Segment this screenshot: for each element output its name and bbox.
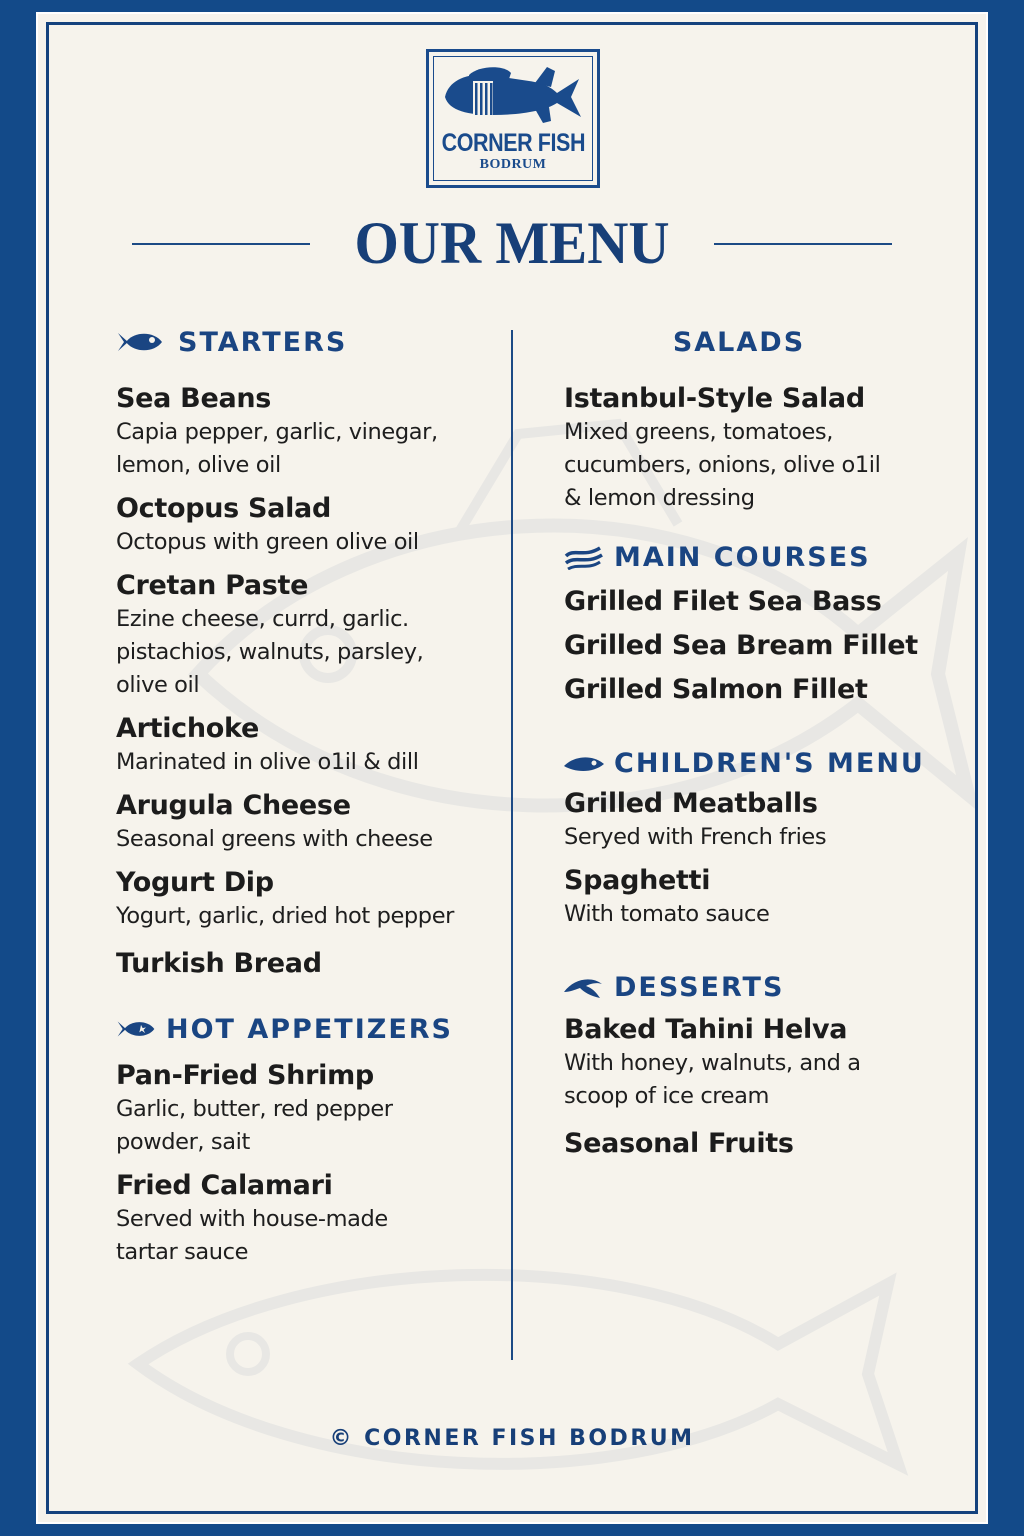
item-description: Ezine cheese, currd, garlic. bbox=[116, 606, 409, 632]
menu-item bbox=[564, 864, 944, 931]
item-description: Garlic, butter, red pepper bbox=[116, 1096, 393, 1122]
title-divider-right bbox=[714, 243, 892, 245]
menu-item bbox=[116, 712, 506, 779]
logo-city-name: BODRUM bbox=[479, 157, 547, 172]
item-description: Capia pepper, garlic, vinegar, bbox=[116, 419, 438, 445]
section-childrens-menu bbox=[564, 741, 944, 931]
item-name: Grilled Sea Bream Fillet bbox=[564, 630, 918, 661]
logo-brand-name: CORNER FISH bbox=[441, 129, 585, 157]
item-description: Yogurt, garlic, dried hot pepper bbox=[116, 903, 454, 929]
item-name: Grilled Meatballs bbox=[564, 788, 818, 819]
section-heading: CHILDREN'S MENU bbox=[564, 741, 944, 785]
leaf-wave-icon bbox=[564, 974, 604, 1000]
item-description: scoop of ice cream bbox=[564, 1083, 769, 1109]
menu-item bbox=[116, 382, 506, 482]
item-name: Baked Tahini Helva bbox=[564, 1014, 848, 1045]
item-description: lemon, olive oil bbox=[116, 452, 281, 478]
right-column bbox=[564, 320, 944, 1171]
item-name: Cretan Paste bbox=[116, 570, 309, 601]
item-name: Sea Beans bbox=[116, 383, 272, 414]
item-name: Pan-Fried Shrimp bbox=[116, 1060, 374, 1091]
item-name: Turkish Bread bbox=[116, 948, 322, 979]
item-description: With tomato sauce bbox=[564, 901, 770, 927]
section-starters bbox=[116, 320, 506, 981]
item-description: olive oil bbox=[116, 672, 200, 698]
menu-item bbox=[116, 1169, 506, 1269]
item-description: tartar sauce bbox=[116, 1239, 249, 1265]
item-name: Seasonal Fruits bbox=[564, 1128, 794, 1159]
section-heading: STARTERS bbox=[116, 320, 506, 364]
item-description: pistachios, walnuts, parsley, bbox=[116, 639, 424, 665]
item-name: Artichoke bbox=[116, 713, 259, 744]
menu-item bbox=[564, 382, 944, 515]
page-title: OUR MENU bbox=[354, 210, 670, 276]
footer-copyright: © CORNER FISH BODRUM bbox=[329, 1426, 695, 1451]
section-heading: SALADS bbox=[672, 326, 806, 358]
fish-icon bbox=[116, 329, 164, 355]
item-name: Grilled Salmon Fillet bbox=[564, 674, 868, 705]
item-description: Marinated in olive o1il & dill bbox=[116, 749, 419, 775]
item-description: & lemon dressing bbox=[564, 485, 755, 511]
menu-item bbox=[116, 789, 506, 856]
section-salads bbox=[564, 320, 944, 515]
menu-item bbox=[116, 866, 506, 933]
menu-item bbox=[116, 1059, 506, 1159]
item-name: Arugula Cheese bbox=[116, 790, 351, 821]
item-description: Seasonal greens with cheese bbox=[116, 826, 433, 852]
item-description: Mixed greens, tomatoes, bbox=[564, 419, 833, 445]
fish-icon bbox=[564, 750, 604, 776]
section-heading: HOT APPETIZERS bbox=[116, 1007, 506, 1051]
item-name: Fried Calamari bbox=[116, 1170, 333, 1201]
item-name: Istanbul-Style Salad bbox=[564, 383, 865, 414]
menu-item bbox=[116, 492, 506, 559]
section-heading: DESSERTS bbox=[564, 965, 944, 1009]
menu-item bbox=[564, 1013, 944, 1113]
wave-icon bbox=[564, 544, 604, 570]
item-description: Seryed with French fries bbox=[564, 824, 827, 850]
item-description: Served with house-made bbox=[116, 1206, 388, 1232]
item-description: Octopus with green olive oil bbox=[116, 529, 419, 555]
fish-logo-icon bbox=[439, 63, 587, 127]
item-description: With honey, walnuts, and a bbox=[564, 1050, 861, 1076]
menu-title-row bbox=[132, 208, 892, 278]
menu-item bbox=[116, 947, 506, 981]
fish-icon bbox=[116, 1016, 156, 1042]
menu-item bbox=[116, 569, 506, 702]
section-desserts bbox=[564, 965, 944, 1161]
column-divider bbox=[511, 330, 513, 1360]
section-heading: MAIN COURSES bbox=[564, 535, 944, 579]
item-description: cucumbers, onions, olive o1il bbox=[564, 452, 881, 478]
item-description: powder, sait bbox=[116, 1129, 250, 1155]
item-name: Spaghetti bbox=[564, 865, 711, 896]
menu-item bbox=[564, 1127, 944, 1161]
menu-item bbox=[564, 787, 944, 854]
item-name: Yogurt Dip bbox=[116, 867, 274, 898]
left-column bbox=[116, 320, 506, 1279]
section-main-courses bbox=[564, 535, 944, 707]
restaurant-logo bbox=[426, 49, 600, 188]
item-name: Grilled Filet Sea Bass bbox=[564, 586, 882, 617]
section-hot-appetizers bbox=[116, 1007, 506, 1269]
item-name: Octopus Salad bbox=[116, 493, 332, 524]
